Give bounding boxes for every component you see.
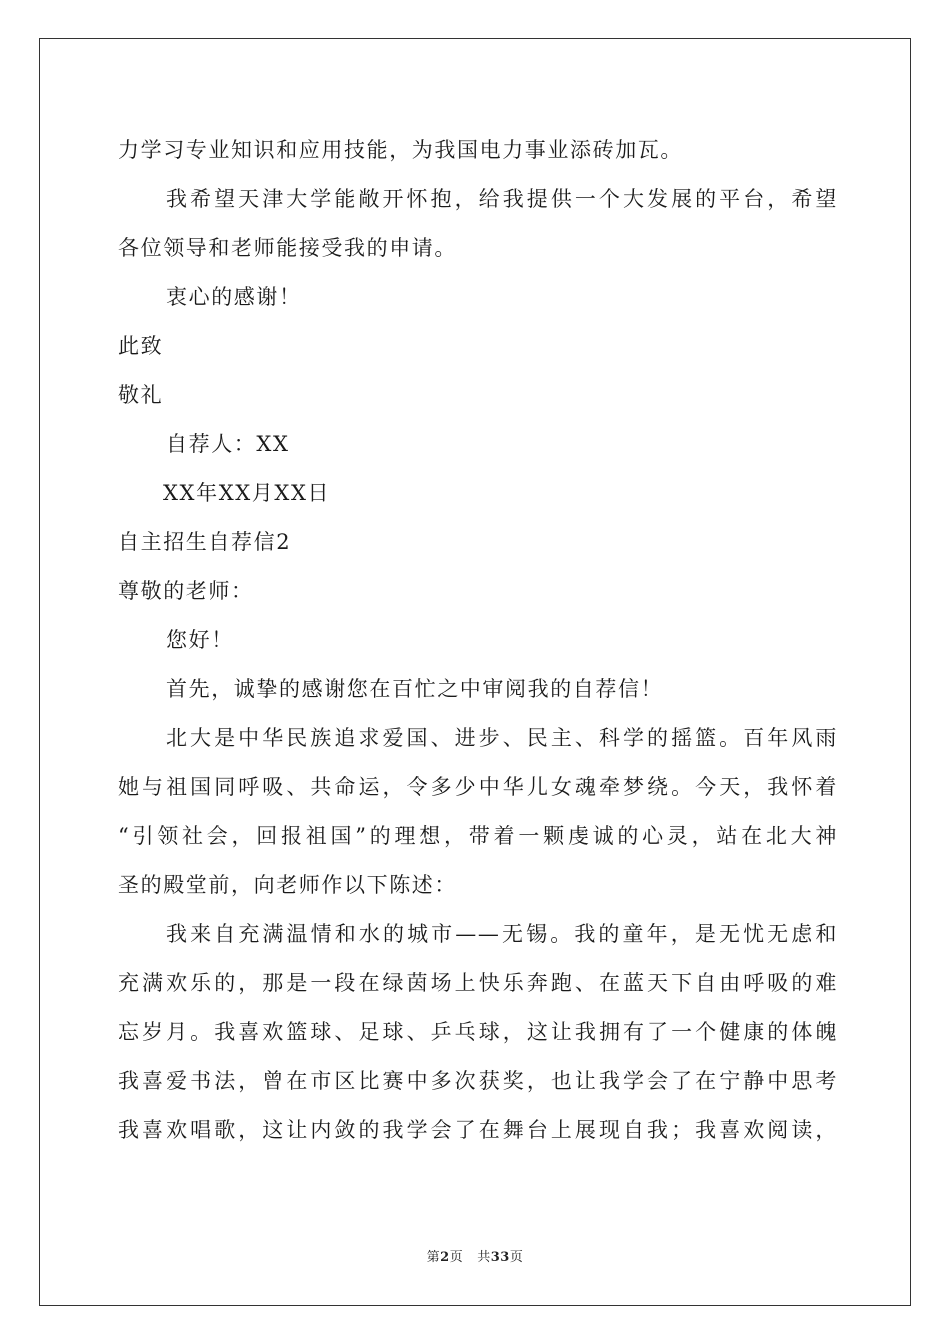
footer-current-page: 2 bbox=[440, 1250, 450, 1265]
paragraph-line: 我来自充满温情和水的城市——无锡。我的童年，是无忧无虑和 bbox=[166, 922, 838, 946]
paragraph-line: 我喜爱书法，曾在市区比赛中多次获奖，也让我学会了在宁静中思考 bbox=[118, 1069, 838, 1093]
footer-page-suffix: 页 bbox=[449, 1250, 464, 1265]
footer-total-prefix: 共 bbox=[477, 1250, 491, 1265]
body-line: 力学习专业知识和应用技能，为我国电力事业添砖加瓦。 bbox=[118, 138, 683, 162]
footer-total-suffix: 页 bbox=[509, 1250, 524, 1265]
closing-salutation: 此致 bbox=[118, 334, 164, 358]
paragraph-line: 圣的殿堂前，向老师作以下陈述： bbox=[118, 873, 457, 897]
greeting-line: 尊敬的老师： bbox=[118, 579, 254, 603]
document-body bbox=[118, 126, 838, 1155]
paragraph-line: 充满欢乐的，那是一段在绿茵场上快乐奔跑、在蓝天下自由呼吸的难 bbox=[118, 971, 838, 995]
date-line: XX年XX月XX日 bbox=[163, 481, 331, 505]
section-title: 自主招生自荐信2 bbox=[118, 530, 292, 554]
paragraph-line: “引领社会，回报祖国”的理想，带着一颗虔诚的心灵，站在北大神 bbox=[118, 824, 838, 848]
paragraph-line: 首先，诚挚的感谢您在百忙之中审阅我的自荐信！ bbox=[166, 677, 664, 701]
hello-line: 您好！ bbox=[166, 628, 234, 652]
paragraph-line: 我喜欢唱歌，这让内敛的我学会了在舞台上展现自我；我喜欢阅读， bbox=[118, 1118, 838, 1142]
body-line: 各位领导和老师能接受我的申请。 bbox=[118, 236, 457, 260]
closing-respect: 敬礼 bbox=[118, 383, 164, 407]
paragraph-line: 忘岁月。我喜欢篮球、足球、乒乓球，这让我拥有了一个健康的体魄 bbox=[118, 1020, 838, 1044]
paragraph-line: 我希望天津大学能敞开怀抱，给我提供一个大发展的平台，希望 bbox=[166, 187, 838, 211]
page-footer bbox=[0, 1246, 950, 1265]
footer-page-prefix: 第 bbox=[426, 1250, 441, 1265]
signature-line: 自荐人：XX bbox=[166, 432, 290, 456]
paragraph-line: 她与祖国同呼吸、共命运，令多少中华儿女魂牵梦绕。今天，我怀着 bbox=[118, 775, 838, 799]
footer-total-pages: 33 bbox=[490, 1250, 510, 1265]
paragraph-line: 北大是中华民族追求爱国、进步、民主、科学的摇篮。百年风雨 bbox=[166, 726, 838, 750]
thanks-line: 衷心的感谢！ bbox=[166, 285, 302, 309]
